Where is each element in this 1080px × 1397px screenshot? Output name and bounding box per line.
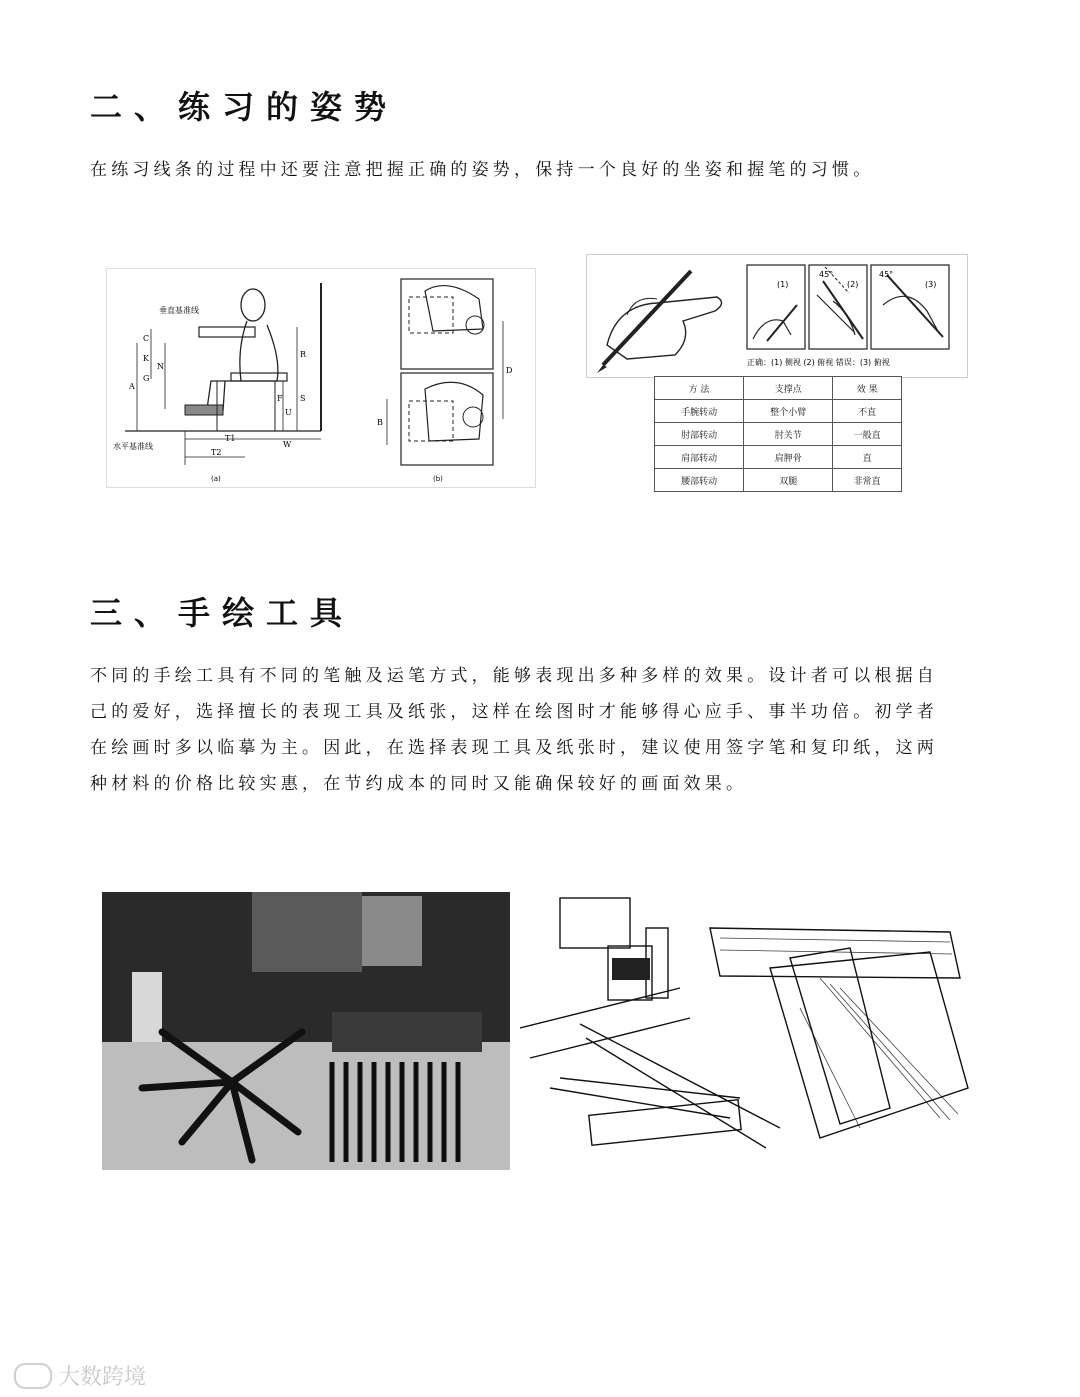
table-cell: 肩部转动 bbox=[655, 446, 744, 469]
dim-g: G bbox=[143, 374, 150, 383]
view-label-1: (1) bbox=[777, 280, 789, 289]
table-header: 方 法 bbox=[655, 377, 744, 400]
posture-diagram bbox=[106, 268, 536, 488]
body-line: 不同的手绘工具有不同的笔触及运笔方式，能够表现出多种多样的效果。设计者可以根据自 bbox=[90, 666, 938, 686]
watermark-text: 大数跨境 bbox=[58, 1365, 147, 1390]
pen-grip-illustration bbox=[586, 254, 968, 378]
view-label-3: (3) bbox=[925, 280, 937, 289]
body-line: 种材料的价格比较实惠，在节约成本的同时又能确保较好的画面效果。 bbox=[90, 774, 748, 794]
angle-label-1: 45° bbox=[819, 270, 834, 279]
drawing-tools-photo bbox=[102, 892, 510, 1170]
dim-u: U bbox=[285, 408, 292, 417]
caption-b: (b) bbox=[433, 475, 443, 483]
grip-method-table bbox=[654, 376, 902, 486]
dim-b: B bbox=[377, 418, 383, 427]
vertical-ref-label: 垂直基准线 bbox=[159, 306, 199, 315]
table-cell: 肘部转动 bbox=[655, 423, 744, 446]
dim-f: F bbox=[277, 394, 283, 403]
table-row bbox=[655, 469, 902, 492]
table-cell: 肘关节 bbox=[744, 423, 833, 446]
dim-c: C bbox=[143, 334, 150, 343]
angle-label-2: 45° bbox=[879, 270, 894, 279]
body-line: 己的爱好，选择擅长的表现工具及纸张，这样在绘图时才能够得心应手、事半功倍。初学者 bbox=[90, 702, 938, 722]
table-header: 支撑点 bbox=[744, 377, 833, 400]
table-cell: 整个小臂 bbox=[744, 400, 833, 423]
grip-caption: 正确：(1) 侧视 (2) 俯视 错误：(3) 俯视 bbox=[747, 358, 890, 367]
dim-w: W bbox=[283, 440, 292, 449]
table-header-row bbox=[655, 377, 902, 400]
table-row bbox=[655, 446, 902, 469]
section-2-title: 二、练习的姿势 bbox=[90, 88, 399, 126]
drawing-tools-sketch bbox=[520, 888, 990, 1182]
table-cell: 一般直 bbox=[833, 423, 902, 446]
dim-a: A bbox=[129, 382, 135, 391]
view-label-2: (2) bbox=[847, 280, 859, 289]
dim-t1: T1 bbox=[225, 434, 236, 443]
caption-a: (a) bbox=[211, 475, 221, 483]
table-cell: 不直 bbox=[833, 400, 902, 423]
horizontal-ref-label: 水平基准线 bbox=[113, 442, 153, 451]
dim-k: K bbox=[143, 354, 149, 363]
table-cell: 直 bbox=[833, 446, 902, 469]
dim-n: N bbox=[157, 362, 164, 371]
table-cell: 双腿 bbox=[744, 469, 833, 492]
section-3-title: 三、手绘工具 bbox=[90, 594, 355, 632]
dim-r: R bbox=[300, 350, 307, 359]
table-cell: 手腕转动 bbox=[655, 400, 744, 423]
section-2-body: 在练习线条的过程中还要注意把握正确的姿势，保持一个良好的坐姿和握笔的习惯。 bbox=[90, 160, 875, 180]
body-line: 在绘画时多以临摹为主。因此，在选择表现工具及纸张时，建议使用签字笔和复印纸，这两 bbox=[90, 738, 938, 758]
table-cell: 腰部转动 bbox=[655, 469, 744, 492]
dim-t2: T2 bbox=[211, 448, 222, 457]
watermark bbox=[14, 1360, 146, 1391]
dim-s: S bbox=[300, 394, 306, 403]
table-cell: 肩胛骨 bbox=[744, 446, 833, 469]
table-header: 效 果 bbox=[833, 377, 902, 400]
dim-d: D bbox=[506, 366, 513, 375]
watermark-logo-icon bbox=[14, 1363, 52, 1389]
table-cell: 非常直 bbox=[833, 469, 902, 492]
section-3-body bbox=[90, 658, 938, 802]
table-row bbox=[655, 423, 902, 446]
table-row bbox=[655, 400, 902, 423]
